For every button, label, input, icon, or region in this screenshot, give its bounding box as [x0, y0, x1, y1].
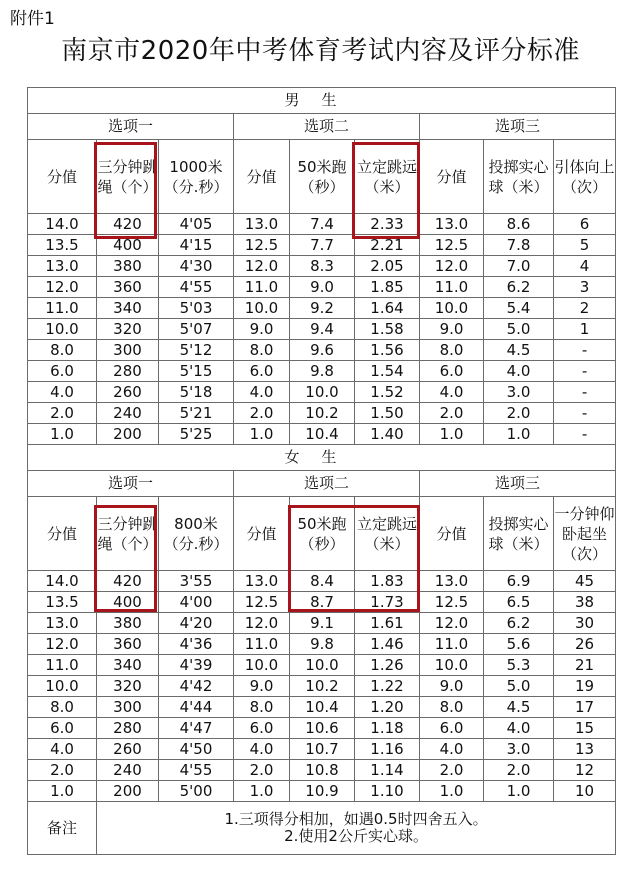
female-cell: 320 [97, 676, 159, 697]
female-header-8: 一分钟仰卧起坐（次） [554, 497, 616, 571]
female-cell: 1.16 [355, 739, 420, 760]
male-option-2: 选项二 [234, 114, 420, 140]
male-header-2: 1000米（分.秒） [159, 140, 234, 214]
male-cell: - [554, 361, 616, 382]
male-cell: 360 [97, 277, 159, 298]
male-cell: 4'30 [159, 256, 234, 277]
male-cell: 9.4 [290, 319, 355, 340]
male-cell: 4'15 [159, 235, 234, 256]
female-cell: 17 [554, 697, 616, 718]
female-cell: 3.0 [484, 739, 554, 760]
female-cell: 30 [554, 613, 616, 634]
male-cell: 5'07 [159, 319, 234, 340]
male-cell: 12.0 [420, 256, 484, 277]
male-cell: 1.0 [484, 424, 554, 445]
male-cell: 260 [97, 382, 159, 403]
female-cell: 420 [97, 571, 159, 592]
male-cell: 12.5 [420, 235, 484, 256]
male-cell: 420 [97, 214, 159, 235]
female-header-7: 投掷实心球（米） [484, 497, 554, 571]
male-cell: 5.0 [484, 319, 554, 340]
male-cell: 1.64 [355, 298, 420, 319]
female-cell: 360 [97, 634, 159, 655]
male-cell: 1.52 [355, 382, 420, 403]
male-cell: 12.0 [28, 277, 97, 298]
male-cell: - [554, 382, 616, 403]
table-row [28, 634, 616, 655]
male-cell: 7.7 [290, 235, 355, 256]
female-cell: 6.0 [28, 718, 97, 739]
female-cell: 300 [97, 697, 159, 718]
male-cell: 2.33 [355, 214, 420, 235]
female-cell: 10.0 [420, 655, 484, 676]
table-row [28, 676, 616, 697]
female-cell: 5.0 [484, 676, 554, 697]
female-cell: 12 [554, 760, 616, 781]
male-cell: 13.0 [420, 214, 484, 235]
female-cell: 13.5 [28, 592, 97, 613]
male-cell: 10.0 [234, 298, 290, 319]
male-cell: 5 [554, 235, 616, 256]
male-cell: 5'25 [159, 424, 234, 445]
female-cell: 1.0 [420, 781, 484, 802]
page-title: 南京市2020年中考体育考试内容及评分标准 [61, 36, 580, 66]
male-cell: 6 [554, 214, 616, 235]
male-cell: 4.0 [28, 382, 97, 403]
female-cell: 2.0 [420, 760, 484, 781]
male-cell: 2.0 [484, 403, 554, 424]
female-cell: 1.83 [355, 571, 420, 592]
male-header-row [28, 140, 616, 214]
male-cell: 2.0 [28, 403, 97, 424]
female-cell: 13.0 [420, 571, 484, 592]
female-cell: 8.7 [290, 592, 355, 613]
female-cell: 4'44 [159, 697, 234, 718]
male-cell: 12.0 [234, 256, 290, 277]
female-cell: 2.0 [484, 760, 554, 781]
female-cell: 8.0 [28, 697, 97, 718]
female-cell: 280 [97, 718, 159, 739]
male-header-8: 引体向上（次） [554, 140, 616, 214]
male-cell: 14.0 [28, 214, 97, 235]
male-cell: 400 [97, 235, 159, 256]
male-cell: 340 [97, 298, 159, 319]
male-cell: 13.0 [28, 256, 97, 277]
female-cell: 1.20 [355, 697, 420, 718]
male-cell: 8.0 [28, 340, 97, 361]
table-row [28, 739, 616, 760]
table-row [28, 256, 616, 277]
male-cell: - [554, 403, 616, 424]
male-cell: 240 [97, 403, 159, 424]
male-cell: 4.0 [234, 382, 290, 403]
female-cell: 10.4 [290, 697, 355, 718]
female-cell: 12.5 [234, 592, 290, 613]
female-cell: 1.46 [355, 634, 420, 655]
male-cell: 12.5 [234, 235, 290, 256]
female-cell: 12.0 [420, 613, 484, 634]
female-cell: 4'39 [159, 655, 234, 676]
female-cell: 10.0 [234, 655, 290, 676]
female-cell: 13.0 [28, 613, 97, 634]
female-cell: 5.3 [484, 655, 554, 676]
male-cell: 4 [554, 256, 616, 277]
female-cell: 4.0 [28, 739, 97, 760]
female-cell: 1.73 [355, 592, 420, 613]
male-cell: 5'21 [159, 403, 234, 424]
male-cell: 1.0 [28, 424, 97, 445]
male-cell: 9.2 [290, 298, 355, 319]
female-header-1: 三分钟跳绳（个） [97, 497, 159, 571]
male-header-1: 三分钟跳绳（个） [97, 140, 159, 214]
table-row [28, 277, 616, 298]
female-header-0: 分值 [28, 497, 97, 571]
male-cell: 7.0 [484, 256, 554, 277]
male-cell: 6.0 [234, 361, 290, 382]
male-section-label: 男生 [28, 88, 616, 114]
table-row [28, 214, 616, 235]
female-cell: 400 [97, 592, 159, 613]
female-cell: 10.2 [290, 676, 355, 697]
table-row [28, 235, 616, 256]
male-cell: 1.58 [355, 319, 420, 340]
male-cell: 380 [97, 256, 159, 277]
male-header-0: 分值 [28, 140, 97, 214]
female-header-row [28, 497, 616, 571]
male-cell: 8.3 [290, 256, 355, 277]
female-header-2: 800米（分.秒） [159, 497, 234, 571]
female-cell: 1.18 [355, 718, 420, 739]
male-cell: 5'18 [159, 382, 234, 403]
female-cell: 6.0 [234, 718, 290, 739]
female-cell: 12.5 [420, 592, 484, 613]
male-cell: 3.0 [484, 382, 554, 403]
male-option-1: 选项一 [28, 114, 234, 140]
female-cell: 10.7 [290, 739, 355, 760]
male-cell: 5'15 [159, 361, 234, 382]
female-cell: 13 [554, 739, 616, 760]
male-cell: 6.0 [28, 361, 97, 382]
female-cell: 14.0 [28, 571, 97, 592]
male-cell: 9.8 [290, 361, 355, 382]
female-cell: 1.0 [234, 781, 290, 802]
male-cell: 4'55 [159, 277, 234, 298]
male-header-6: 分值 [420, 140, 484, 214]
table-row [28, 382, 616, 403]
female-cell: 4'36 [159, 634, 234, 655]
male-header-5: 立定跳远（米） [355, 140, 420, 214]
male-cell: 4.0 [420, 382, 484, 403]
female-cell: 10.0 [290, 655, 355, 676]
male-options-row [28, 114, 616, 140]
male-cell: 3 [554, 277, 616, 298]
male-cell: 1.85 [355, 277, 420, 298]
table-row [28, 571, 616, 592]
female-cell: 11.0 [28, 655, 97, 676]
table-row [28, 298, 616, 319]
male-header-4: 50米跑（秒） [290, 140, 355, 214]
male-cell: 2 [554, 298, 616, 319]
female-cell: 9.8 [290, 634, 355, 655]
table-row [28, 592, 616, 613]
male-cell: - [554, 340, 616, 361]
female-cell: 5'00 [159, 781, 234, 802]
male-cell: 1.50 [355, 403, 420, 424]
female-cell: 8.0 [234, 697, 290, 718]
notes-label: 备注 [28, 802, 97, 855]
male-cell: 4.0 [484, 361, 554, 382]
female-cell: 6.5 [484, 592, 554, 613]
male-cell: 11.0 [234, 277, 290, 298]
male-cell: 1.0 [420, 424, 484, 445]
female-cell: 38 [554, 592, 616, 613]
male-cell: 1.56 [355, 340, 420, 361]
male-cell: 4'05 [159, 214, 234, 235]
male-cell: 2.05 [355, 256, 420, 277]
male-cell: - [554, 424, 616, 445]
female-cell: 1.22 [355, 676, 420, 697]
female-cell: 6.0 [420, 718, 484, 739]
table-row [28, 319, 616, 340]
male-cell: 10.2 [290, 403, 355, 424]
male-option-3: 选项三 [420, 114, 616, 140]
female-cell: 4.5 [484, 697, 554, 718]
scoring-table [27, 87, 616, 855]
note-line-2: 2.使用2公斤实心球。 [284, 827, 428, 845]
female-cell: 1.14 [355, 760, 420, 781]
female-cell: 1.61 [355, 613, 420, 634]
female-cell: 3'55 [159, 571, 234, 592]
notes-content [97, 802, 616, 855]
female-cell: 1.26 [355, 655, 420, 676]
male-cell: 7.4 [290, 214, 355, 235]
female-section-label: 女生 [28, 445, 616, 471]
male-section-row [28, 88, 616, 114]
female-cell: 8.0 [420, 697, 484, 718]
table-row [28, 760, 616, 781]
female-cell: 21 [554, 655, 616, 676]
female-cell: 2.0 [234, 760, 290, 781]
male-cell: 10.4 [290, 424, 355, 445]
female-cell: 4'00 [159, 592, 234, 613]
female-cell: 9.0 [234, 676, 290, 697]
table-row [28, 781, 616, 802]
female-header-5: 立定跳远（米） [355, 497, 420, 571]
table-row [28, 361, 616, 382]
male-cell: 300 [97, 340, 159, 361]
male-cell: 10.0 [28, 319, 97, 340]
female-options-row [28, 471, 616, 497]
female-cell: 4'42 [159, 676, 234, 697]
male-cell: 5.4 [484, 298, 554, 319]
female-cell: 9.1 [290, 613, 355, 634]
female-cell: 4'50 [159, 739, 234, 760]
male-cell: 2.0 [420, 403, 484, 424]
female-cell: 12.0 [28, 634, 97, 655]
female-header-4: 50米跑（秒） [290, 497, 355, 571]
male-cell: 320 [97, 319, 159, 340]
female-option-3: 选项三 [420, 471, 616, 497]
female-header-6: 分值 [420, 497, 484, 571]
female-header-3: 分值 [234, 497, 290, 571]
female-cell: 10 [554, 781, 616, 802]
table-row [28, 403, 616, 424]
male-cell: 200 [97, 424, 159, 445]
table-row [28, 718, 616, 739]
female-cell: 45 [554, 571, 616, 592]
male-cell: 280 [97, 361, 159, 382]
female-cell: 26 [554, 634, 616, 655]
female-cell: 200 [97, 781, 159, 802]
note-line-1: 1.三项得分相加，如遇0.5时四舍五入。 [224, 810, 488, 828]
female-option-1: 选项一 [28, 471, 234, 497]
male-cell: 11.0 [420, 277, 484, 298]
table-row [28, 340, 616, 361]
female-cell: 19 [554, 676, 616, 697]
male-cell: 8.6 [484, 214, 554, 235]
female-cell: 4'55 [159, 760, 234, 781]
male-header-3: 分值 [234, 140, 290, 214]
male-cell: 9.6 [290, 340, 355, 361]
male-header-7: 投掷实心球（米） [484, 140, 554, 214]
male-cell: 6.2 [484, 277, 554, 298]
female-cell: 12.0 [234, 613, 290, 634]
female-cell: 1.10 [355, 781, 420, 802]
female-cell: 10.9 [290, 781, 355, 802]
table-row [28, 697, 616, 718]
male-cell: 9.0 [290, 277, 355, 298]
female-cell: 10.8 [290, 760, 355, 781]
male-cell: 1.54 [355, 361, 420, 382]
male-cell: 1.40 [355, 424, 420, 445]
female-cell: 13.0 [234, 571, 290, 592]
male-cell: 2.21 [355, 235, 420, 256]
male-cell: 13.0 [234, 214, 290, 235]
male-cell: 4.5 [484, 340, 554, 361]
female-section-row [28, 445, 616, 471]
male-cell: 13.5 [28, 235, 97, 256]
female-cell: 1.0 [28, 781, 97, 802]
male-cell: 2.0 [234, 403, 290, 424]
table-row [28, 655, 616, 676]
male-cell: 7.8 [484, 235, 554, 256]
female-cell: 8.4 [290, 571, 355, 592]
male-cell: 5'12 [159, 340, 234, 361]
male-cell: 9.0 [420, 319, 484, 340]
male-cell: 8.0 [420, 340, 484, 361]
female-cell: 15 [554, 718, 616, 739]
female-cell: 1.0 [484, 781, 554, 802]
female-cell: 10.0 [28, 676, 97, 697]
female-cell: 5.6 [484, 634, 554, 655]
male-cell: 1.0 [234, 424, 290, 445]
male-cell: 9.0 [234, 319, 290, 340]
female-cell: 11.0 [234, 634, 290, 655]
female-cell: 9.0 [420, 676, 484, 697]
female-cell: 4'47 [159, 718, 234, 739]
male-cell: 5'03 [159, 298, 234, 319]
notes-row [28, 802, 616, 855]
male-cell: 10.0 [420, 298, 484, 319]
female-cell: 340 [97, 655, 159, 676]
female-cell: 6.2 [484, 613, 554, 634]
male-cell: 6.0 [420, 361, 484, 382]
attachment-label: 附件1 [10, 9, 55, 29]
female-cell: 4.0 [420, 739, 484, 760]
male-cell: 8.0 [234, 340, 290, 361]
female-cell: 4.0 [484, 718, 554, 739]
table-row [28, 424, 616, 445]
female-cell: 4.0 [234, 739, 290, 760]
female-cell: 2.0 [28, 760, 97, 781]
female-cell: 10.6 [290, 718, 355, 739]
female-cell: 6.9 [484, 571, 554, 592]
female-cell: 4'20 [159, 613, 234, 634]
male-cell: 11.0 [28, 298, 97, 319]
female-cell: 240 [97, 760, 159, 781]
female-cell: 380 [97, 613, 159, 634]
table-row [28, 613, 616, 634]
male-cell: 10.0 [290, 382, 355, 403]
female-option-2: 选项二 [234, 471, 420, 497]
female-cell: 11.0 [420, 634, 484, 655]
male-cell: 1 [554, 319, 616, 340]
female-cell: 260 [97, 739, 159, 760]
